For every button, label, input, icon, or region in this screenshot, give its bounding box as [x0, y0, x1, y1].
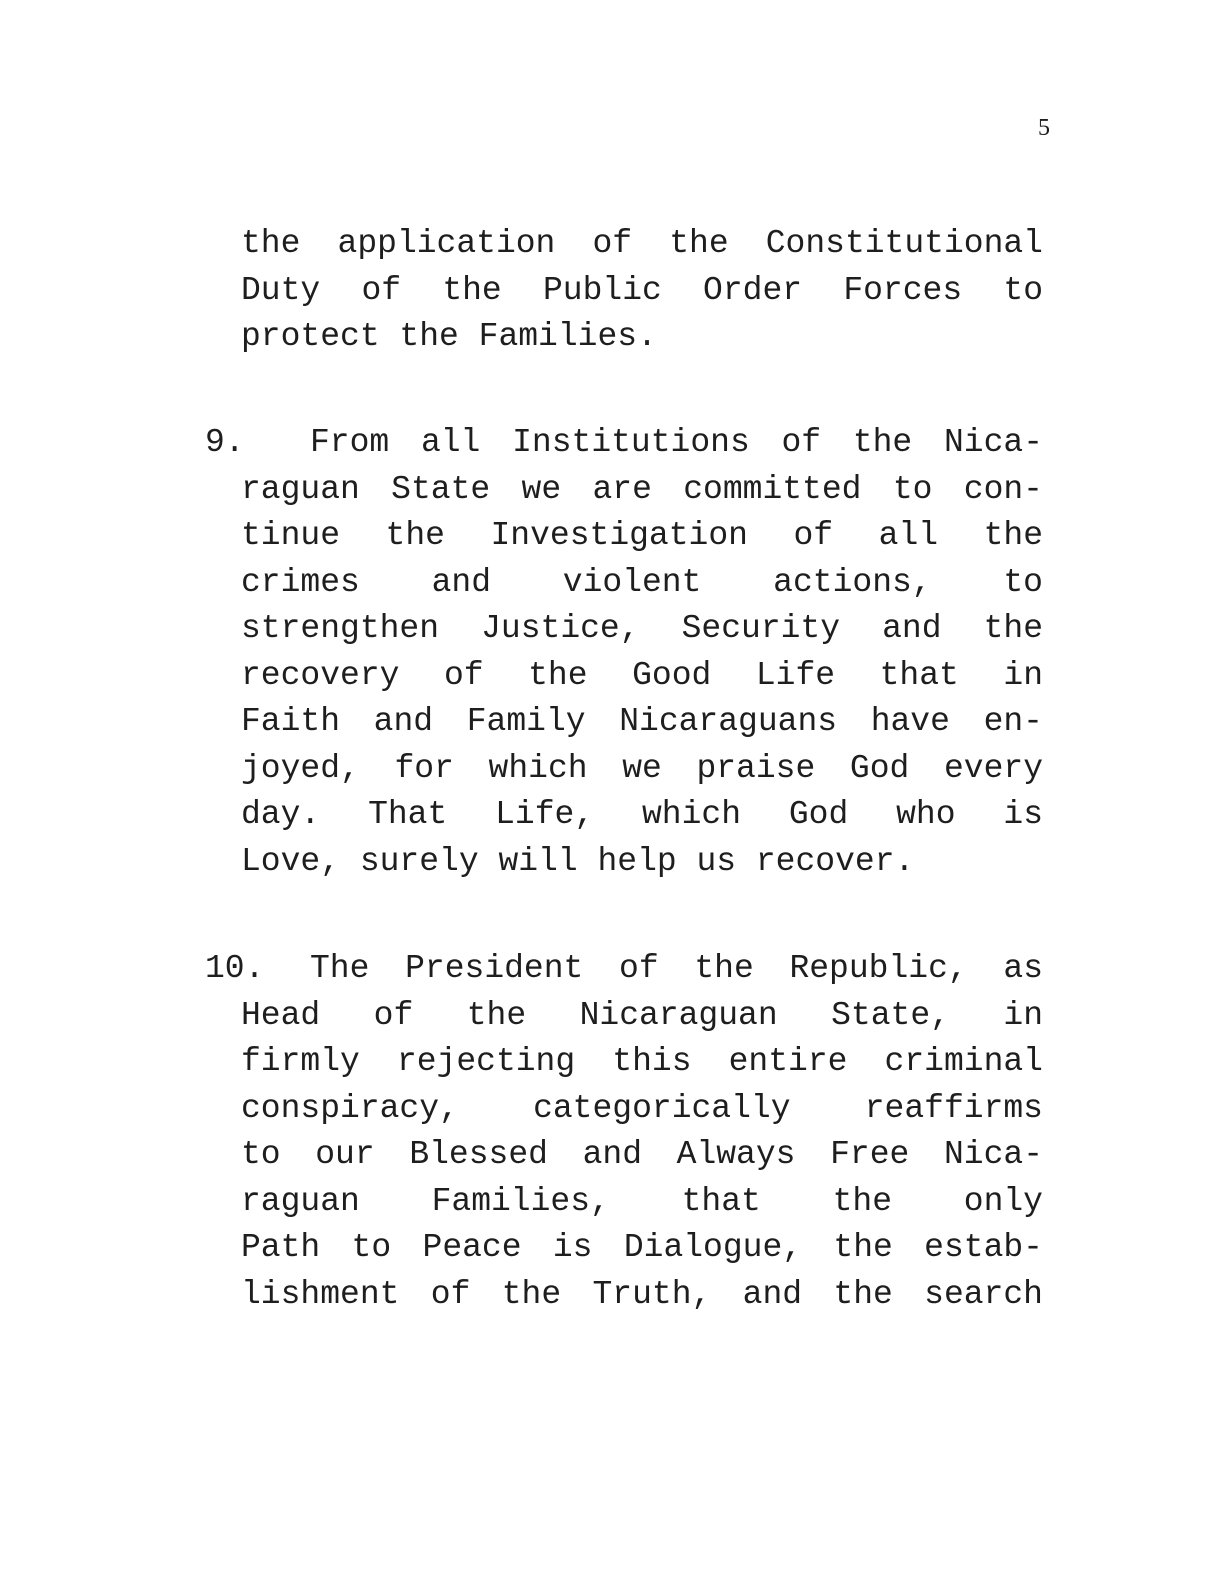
paragraph-line: conspiracy, categorically reaffirms: [241, 1089, 1043, 1127]
paragraph-line: raguan State we are committed to con-: [241, 470, 1043, 508]
paragraph-line: recovery of the Good Life that in: [241, 656, 1043, 694]
paragraph-line: raguan Families, that the only: [241, 1182, 1043, 1220]
paragraph-line: day. That Life, which God who is: [241, 796, 1043, 833]
continuation-paragraph: [241, 221, 1043, 361]
paragraph-line: Love, surely will help us recover.: [241, 842, 915, 880]
item-number: 10.: [205, 950, 265, 987]
paragraph-line: From all Institutions of the Nica-: [310, 424, 1043, 461]
list-item-body: [241, 993, 1043, 1319]
paragraph-line: crimes and violent actions, to: [241, 563, 1043, 601]
paragraph-line: Duty of the Public Order Forces to: [241, 271, 1043, 309]
paragraph-line: tinue the Investigation of all the: [241, 517, 1043, 554]
paragraph-line: firmly rejecting this entire criminal: [241, 1043, 1043, 1080]
paragraph-line: Path to Peace is Dialogue, the estab-: [241, 1229, 1043, 1266]
paragraph-line: Head of the Nicaraguan State, in: [241, 996, 1043, 1034]
paragraph-line: lishment of the Truth, and the search: [241, 1275, 1043, 1313]
paragraph-line: Faith and Family Nicaraguans have en-: [241, 703, 1043, 740]
list-item-body: [241, 467, 1043, 886]
paragraph-line: strengthen Justice, Security and the: [241, 610, 1043, 647]
paragraph-line: the application of the Constitutional: [241, 225, 1043, 262]
item-number: 9.: [205, 424, 245, 461]
paragraph-line: joyed, for which we praise God every: [241, 749, 1043, 787]
paragraph-line: The President of the Republic, as: [310, 950, 1043, 987]
paragraph-line: to our Blessed and Always Free Nica-: [241, 1136, 1043, 1173]
page-number: 5: [1038, 115, 1050, 141]
paragraph-line: protect the Families.: [241, 318, 657, 355]
